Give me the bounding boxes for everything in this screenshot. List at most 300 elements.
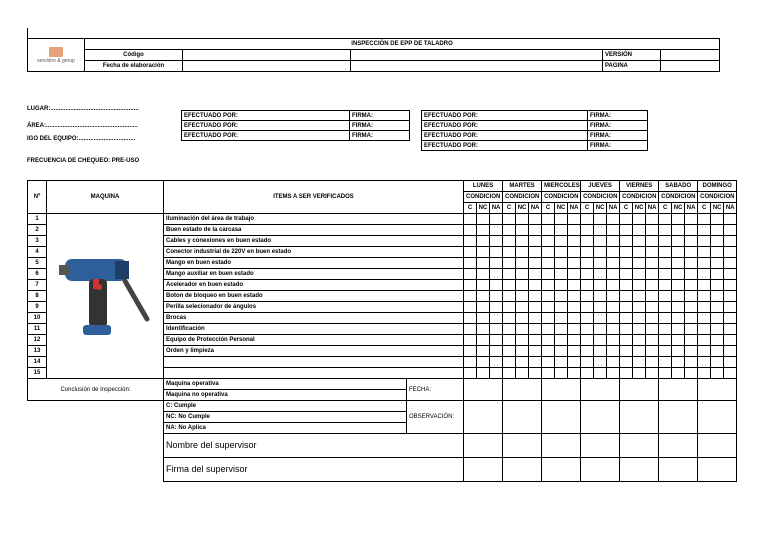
check-cell[interactable] <box>503 302 516 313</box>
check-cell[interactable] <box>568 247 581 258</box>
check-cell[interactable] <box>594 302 607 313</box>
check-cell[interactable] <box>581 258 594 269</box>
check-cell[interactable] <box>607 269 620 280</box>
check-cell[interactable] <box>594 313 607 324</box>
check-cell[interactable] <box>581 214 594 225</box>
check-cell[interactable] <box>516 236 529 247</box>
check-cell[interactable] <box>568 313 581 324</box>
check-cell[interactable] <box>529 324 542 335</box>
check-cell[interactable] <box>581 335 594 346</box>
check-cell[interactable] <box>503 335 516 346</box>
check-cell[interactable] <box>594 280 607 291</box>
check-cell[interactable] <box>464 236 477 247</box>
check-cell[interactable] <box>581 236 594 247</box>
check-cell[interactable] <box>659 225 672 236</box>
check-cell[interactable] <box>646 324 659 335</box>
check-cell[interactable] <box>711 302 724 313</box>
check-cell[interactable] <box>633 313 646 324</box>
check-cell[interactable] <box>646 291 659 302</box>
check-cell[interactable] <box>646 302 659 313</box>
check-cell[interactable] <box>633 214 646 225</box>
check-cell[interactable] <box>698 302 711 313</box>
check-cell[interactable] <box>516 258 529 269</box>
check-cell[interactable] <box>529 236 542 247</box>
check-cell[interactable] <box>620 324 633 335</box>
check-cell[interactable] <box>711 313 724 324</box>
check-cell[interactable] <box>555 280 568 291</box>
check-cell[interactable] <box>698 335 711 346</box>
check-cell[interactable] <box>620 280 633 291</box>
check-cell[interactable] <box>529 302 542 313</box>
check-cell[interactable] <box>633 302 646 313</box>
check-cell[interactable] <box>503 313 516 324</box>
check-cell[interactable] <box>698 236 711 247</box>
check-cell[interactable] <box>490 357 503 368</box>
check-cell[interactable] <box>581 324 594 335</box>
check-cell[interactable] <box>620 214 633 225</box>
check-cell[interactable] <box>581 247 594 258</box>
check-cell[interactable] <box>672 269 685 280</box>
check-cell[interactable] <box>477 368 490 379</box>
check-cell[interactable] <box>490 291 503 302</box>
check-cell[interactable] <box>698 368 711 379</box>
check-cell[interactable] <box>633 280 646 291</box>
check-cell[interactable] <box>503 247 516 258</box>
check-cell[interactable] <box>477 291 490 302</box>
check-cell[interactable] <box>698 291 711 302</box>
check-cell[interactable] <box>724 302 737 313</box>
check-cell[interactable] <box>685 236 698 247</box>
check-cell[interactable] <box>490 247 503 258</box>
check-cell[interactable] <box>607 313 620 324</box>
check-cell[interactable] <box>568 346 581 357</box>
check-cell[interactable] <box>672 313 685 324</box>
check-cell[interactable] <box>672 280 685 291</box>
check-cell[interactable] <box>646 313 659 324</box>
check-cell[interactable] <box>529 258 542 269</box>
check-cell[interactable] <box>659 335 672 346</box>
check-cell[interactable] <box>620 346 633 357</box>
check-cell[interactable] <box>516 346 529 357</box>
check-cell[interactable] <box>581 313 594 324</box>
check-cell[interactable] <box>555 335 568 346</box>
check-cell[interactable] <box>477 302 490 313</box>
check-cell[interactable] <box>555 291 568 302</box>
check-cell[interactable] <box>711 324 724 335</box>
check-cell[interactable] <box>685 247 698 258</box>
check-cell[interactable] <box>490 335 503 346</box>
check-cell[interactable] <box>581 291 594 302</box>
check-cell[interactable] <box>516 335 529 346</box>
check-cell[interactable] <box>620 258 633 269</box>
check-cell[interactable] <box>490 236 503 247</box>
check-cell[interactable] <box>698 324 711 335</box>
check-cell[interactable] <box>594 291 607 302</box>
check-cell[interactable] <box>464 335 477 346</box>
check-cell[interactable] <box>659 236 672 247</box>
check-cell[interactable] <box>477 214 490 225</box>
check-cell[interactable] <box>581 346 594 357</box>
check-cell[interactable] <box>672 247 685 258</box>
check-cell[interactable] <box>503 258 516 269</box>
check-cell[interactable] <box>620 313 633 324</box>
check-cell[interactable] <box>633 269 646 280</box>
check-cell[interactable] <box>633 236 646 247</box>
check-cell[interactable] <box>568 236 581 247</box>
check-cell[interactable] <box>594 258 607 269</box>
check-cell[interactable] <box>490 346 503 357</box>
check-cell[interactable] <box>711 214 724 225</box>
check-cell[interactable] <box>516 291 529 302</box>
check-cell[interactable] <box>685 368 698 379</box>
check-cell[interactable] <box>685 225 698 236</box>
check-cell[interactable] <box>490 368 503 379</box>
check-cell[interactable] <box>555 225 568 236</box>
check-cell[interactable] <box>698 269 711 280</box>
check-cell[interactable] <box>685 324 698 335</box>
check-cell[interactable] <box>516 324 529 335</box>
check-cell[interactable] <box>659 368 672 379</box>
check-cell[interactable] <box>711 258 724 269</box>
check-cell[interactable] <box>698 280 711 291</box>
check-cell[interactable] <box>646 247 659 258</box>
check-cell[interactable] <box>620 247 633 258</box>
check-cell[interactable] <box>516 269 529 280</box>
check-cell[interactable] <box>542 313 555 324</box>
check-cell[interactable] <box>503 280 516 291</box>
check-cell[interactable] <box>477 258 490 269</box>
check-cell[interactable] <box>685 302 698 313</box>
check-cell[interactable] <box>633 346 646 357</box>
check-cell[interactable] <box>464 346 477 357</box>
check-cell[interactable] <box>542 269 555 280</box>
check-cell[interactable] <box>646 368 659 379</box>
check-cell[interactable] <box>724 269 737 280</box>
check-cell[interactable] <box>711 269 724 280</box>
check-cell[interactable] <box>568 302 581 313</box>
check-cell[interactable] <box>685 258 698 269</box>
check-cell[interactable] <box>581 269 594 280</box>
check-cell[interactable] <box>672 214 685 225</box>
check-cell[interactable] <box>464 324 477 335</box>
check-cell[interactable] <box>698 313 711 324</box>
check-cell[interactable] <box>659 247 672 258</box>
check-cell[interactable] <box>607 258 620 269</box>
check-cell[interactable] <box>685 346 698 357</box>
check-cell[interactable] <box>724 236 737 247</box>
check-cell[interactable] <box>672 302 685 313</box>
check-cell[interactable] <box>659 214 672 225</box>
check-cell[interactable] <box>529 214 542 225</box>
check-cell[interactable] <box>477 335 490 346</box>
check-cell[interactable] <box>724 247 737 258</box>
check-cell[interactable] <box>724 291 737 302</box>
check-cell[interactable] <box>698 346 711 357</box>
check-cell[interactable] <box>503 269 516 280</box>
check-cell[interactable] <box>711 357 724 368</box>
check-cell[interactable] <box>685 214 698 225</box>
check-cell[interactable] <box>516 225 529 236</box>
check-cell[interactable] <box>607 236 620 247</box>
check-cell[interactable] <box>568 225 581 236</box>
check-cell[interactable] <box>542 225 555 236</box>
check-cell[interactable] <box>542 214 555 225</box>
check-cell[interactable] <box>464 291 477 302</box>
check-cell[interactable] <box>607 335 620 346</box>
check-cell[interactable] <box>542 302 555 313</box>
check-cell[interactable] <box>594 214 607 225</box>
check-cell[interactable] <box>620 368 633 379</box>
check-cell[interactable] <box>672 357 685 368</box>
check-cell[interactable] <box>594 357 607 368</box>
check-cell[interactable] <box>646 357 659 368</box>
check-cell[interactable] <box>672 291 685 302</box>
check-cell[interactable] <box>594 247 607 258</box>
check-cell[interactable] <box>607 247 620 258</box>
check-cell[interactable] <box>555 258 568 269</box>
check-cell[interactable] <box>555 214 568 225</box>
check-cell[interactable] <box>607 302 620 313</box>
check-cell[interactable] <box>555 302 568 313</box>
check-cell[interactable] <box>568 291 581 302</box>
check-cell[interactable] <box>607 357 620 368</box>
check-cell[interactable] <box>646 269 659 280</box>
check-cell[interactable] <box>724 313 737 324</box>
check-cell[interactable] <box>659 280 672 291</box>
check-cell[interactable] <box>724 357 737 368</box>
check-cell[interactable] <box>503 225 516 236</box>
check-cell[interactable] <box>542 247 555 258</box>
check-cell[interactable] <box>724 324 737 335</box>
check-cell[interactable] <box>711 346 724 357</box>
check-cell[interactable] <box>659 302 672 313</box>
check-cell[interactable] <box>568 357 581 368</box>
check-cell[interactable] <box>633 258 646 269</box>
check-cell[interactable] <box>581 280 594 291</box>
check-cell[interactable] <box>633 324 646 335</box>
check-cell[interactable] <box>685 313 698 324</box>
check-cell[interactable] <box>464 368 477 379</box>
check-cell[interactable] <box>503 357 516 368</box>
check-cell[interactable] <box>516 302 529 313</box>
check-cell[interactable] <box>477 225 490 236</box>
check-cell[interactable] <box>464 357 477 368</box>
check-cell[interactable] <box>477 269 490 280</box>
check-cell[interactable] <box>542 258 555 269</box>
check-cell[interactable] <box>698 214 711 225</box>
check-cell[interactable] <box>477 324 490 335</box>
check-cell[interactable] <box>646 258 659 269</box>
check-cell[interactable] <box>477 357 490 368</box>
check-cell[interactable] <box>633 291 646 302</box>
check-cell[interactable] <box>477 236 490 247</box>
check-cell[interactable] <box>542 357 555 368</box>
check-cell[interactable] <box>490 313 503 324</box>
check-cell[interactable] <box>477 346 490 357</box>
check-cell[interactable] <box>503 214 516 225</box>
check-cell[interactable] <box>711 291 724 302</box>
check-cell[interactable] <box>633 225 646 236</box>
check-cell[interactable] <box>646 225 659 236</box>
check-cell[interactable] <box>516 247 529 258</box>
check-cell[interactable] <box>620 335 633 346</box>
check-cell[interactable] <box>516 280 529 291</box>
check-cell[interactable] <box>711 280 724 291</box>
check-cell[interactable] <box>464 269 477 280</box>
check-cell[interactable] <box>464 258 477 269</box>
check-cell[interactable] <box>659 291 672 302</box>
check-cell[interactable] <box>464 280 477 291</box>
check-cell[interactable] <box>542 346 555 357</box>
check-cell[interactable] <box>503 236 516 247</box>
check-cell[interactable] <box>620 236 633 247</box>
check-cell[interactable] <box>724 335 737 346</box>
check-cell[interactable] <box>555 313 568 324</box>
check-cell[interactable] <box>581 302 594 313</box>
check-cell[interactable] <box>607 368 620 379</box>
check-cell[interactable] <box>529 346 542 357</box>
check-cell[interactable] <box>568 324 581 335</box>
check-cell[interactable] <box>633 357 646 368</box>
check-cell[interactable] <box>542 368 555 379</box>
check-cell[interactable] <box>529 313 542 324</box>
check-cell[interactable] <box>724 368 737 379</box>
check-cell[interactable] <box>490 302 503 313</box>
check-cell[interactable] <box>568 335 581 346</box>
check-cell[interactable] <box>516 368 529 379</box>
check-cell[interactable] <box>594 236 607 247</box>
check-cell[interactable] <box>529 247 542 258</box>
check-cell[interactable] <box>594 269 607 280</box>
check-cell[interactable] <box>490 214 503 225</box>
check-cell[interactable] <box>607 291 620 302</box>
check-cell[interactable] <box>542 291 555 302</box>
check-cell[interactable] <box>672 368 685 379</box>
check-cell[interactable] <box>516 214 529 225</box>
check-cell[interactable] <box>620 357 633 368</box>
check-cell[interactable] <box>555 247 568 258</box>
check-cell[interactable] <box>503 291 516 302</box>
check-cell[interactable] <box>555 357 568 368</box>
check-cell[interactable] <box>607 225 620 236</box>
check-cell[interactable] <box>685 280 698 291</box>
check-cell[interactable] <box>646 346 659 357</box>
check-cell[interactable] <box>646 280 659 291</box>
check-cell[interactable] <box>568 280 581 291</box>
check-cell[interactable] <box>503 368 516 379</box>
check-cell[interactable] <box>620 225 633 236</box>
check-cell[interactable] <box>607 346 620 357</box>
check-cell[interactable] <box>633 335 646 346</box>
check-cell[interactable] <box>516 357 529 368</box>
check-cell[interactable] <box>581 225 594 236</box>
check-cell[interactable] <box>698 357 711 368</box>
check-cell[interactable] <box>529 335 542 346</box>
check-cell[interactable] <box>555 236 568 247</box>
check-cell[interactable] <box>698 258 711 269</box>
check-cell[interactable] <box>698 225 711 236</box>
check-cell[interactable] <box>555 346 568 357</box>
check-cell[interactable] <box>464 313 477 324</box>
check-cell[interactable] <box>477 313 490 324</box>
check-cell[interactable] <box>672 324 685 335</box>
check-cell[interactable] <box>529 368 542 379</box>
check-cell[interactable] <box>529 357 542 368</box>
check-cell[interactable] <box>685 357 698 368</box>
check-cell[interactable] <box>464 302 477 313</box>
check-cell[interactable] <box>555 368 568 379</box>
check-cell[interactable] <box>659 324 672 335</box>
check-cell[interactable] <box>685 269 698 280</box>
check-cell[interactable] <box>711 225 724 236</box>
check-cell[interactable] <box>542 335 555 346</box>
check-cell[interactable] <box>724 346 737 357</box>
check-cell[interactable] <box>477 247 490 258</box>
check-cell[interactable] <box>685 291 698 302</box>
check-cell[interactable] <box>555 324 568 335</box>
check-cell[interactable] <box>594 324 607 335</box>
check-cell[interactable] <box>594 346 607 357</box>
check-cell[interactable] <box>594 368 607 379</box>
check-cell[interactable] <box>542 280 555 291</box>
check-cell[interactable] <box>659 313 672 324</box>
check-cell[interactable] <box>607 324 620 335</box>
check-cell[interactable] <box>464 214 477 225</box>
check-cell[interactable] <box>646 236 659 247</box>
check-cell[interactable] <box>659 357 672 368</box>
check-cell[interactable] <box>568 258 581 269</box>
check-cell[interactable] <box>529 269 542 280</box>
check-cell[interactable] <box>620 269 633 280</box>
check-cell[interactable] <box>542 324 555 335</box>
check-cell[interactable] <box>698 247 711 258</box>
check-cell[interactable] <box>711 247 724 258</box>
check-cell[interactable] <box>555 269 568 280</box>
check-cell[interactable] <box>490 269 503 280</box>
check-cell[interactable] <box>542 236 555 247</box>
check-cell[interactable] <box>464 247 477 258</box>
check-cell[interactable] <box>620 302 633 313</box>
check-cell[interactable] <box>503 346 516 357</box>
check-cell[interactable] <box>724 225 737 236</box>
check-cell[interactable] <box>607 280 620 291</box>
check-cell[interactable] <box>594 335 607 346</box>
check-cell[interactable] <box>672 225 685 236</box>
check-cell[interactable] <box>659 346 672 357</box>
check-cell[interactable] <box>672 346 685 357</box>
check-cell[interactable] <box>711 368 724 379</box>
check-cell[interactable] <box>516 313 529 324</box>
check-cell[interactable] <box>490 324 503 335</box>
check-cell[interactable] <box>503 324 516 335</box>
check-cell[interactable] <box>724 280 737 291</box>
check-cell[interactable] <box>633 368 646 379</box>
check-cell[interactable] <box>646 214 659 225</box>
check-cell[interactable] <box>581 368 594 379</box>
check-cell[interactable] <box>620 291 633 302</box>
check-cell[interactable] <box>659 258 672 269</box>
check-cell[interactable] <box>594 225 607 236</box>
check-cell[interactable] <box>568 269 581 280</box>
check-cell[interactable] <box>711 236 724 247</box>
check-cell[interactable] <box>711 335 724 346</box>
check-cell[interactable] <box>568 214 581 225</box>
check-cell[interactable] <box>724 214 737 225</box>
check-cell[interactable] <box>581 357 594 368</box>
check-cell[interactable] <box>633 247 646 258</box>
check-cell[interactable] <box>672 236 685 247</box>
check-cell[interactable] <box>490 258 503 269</box>
